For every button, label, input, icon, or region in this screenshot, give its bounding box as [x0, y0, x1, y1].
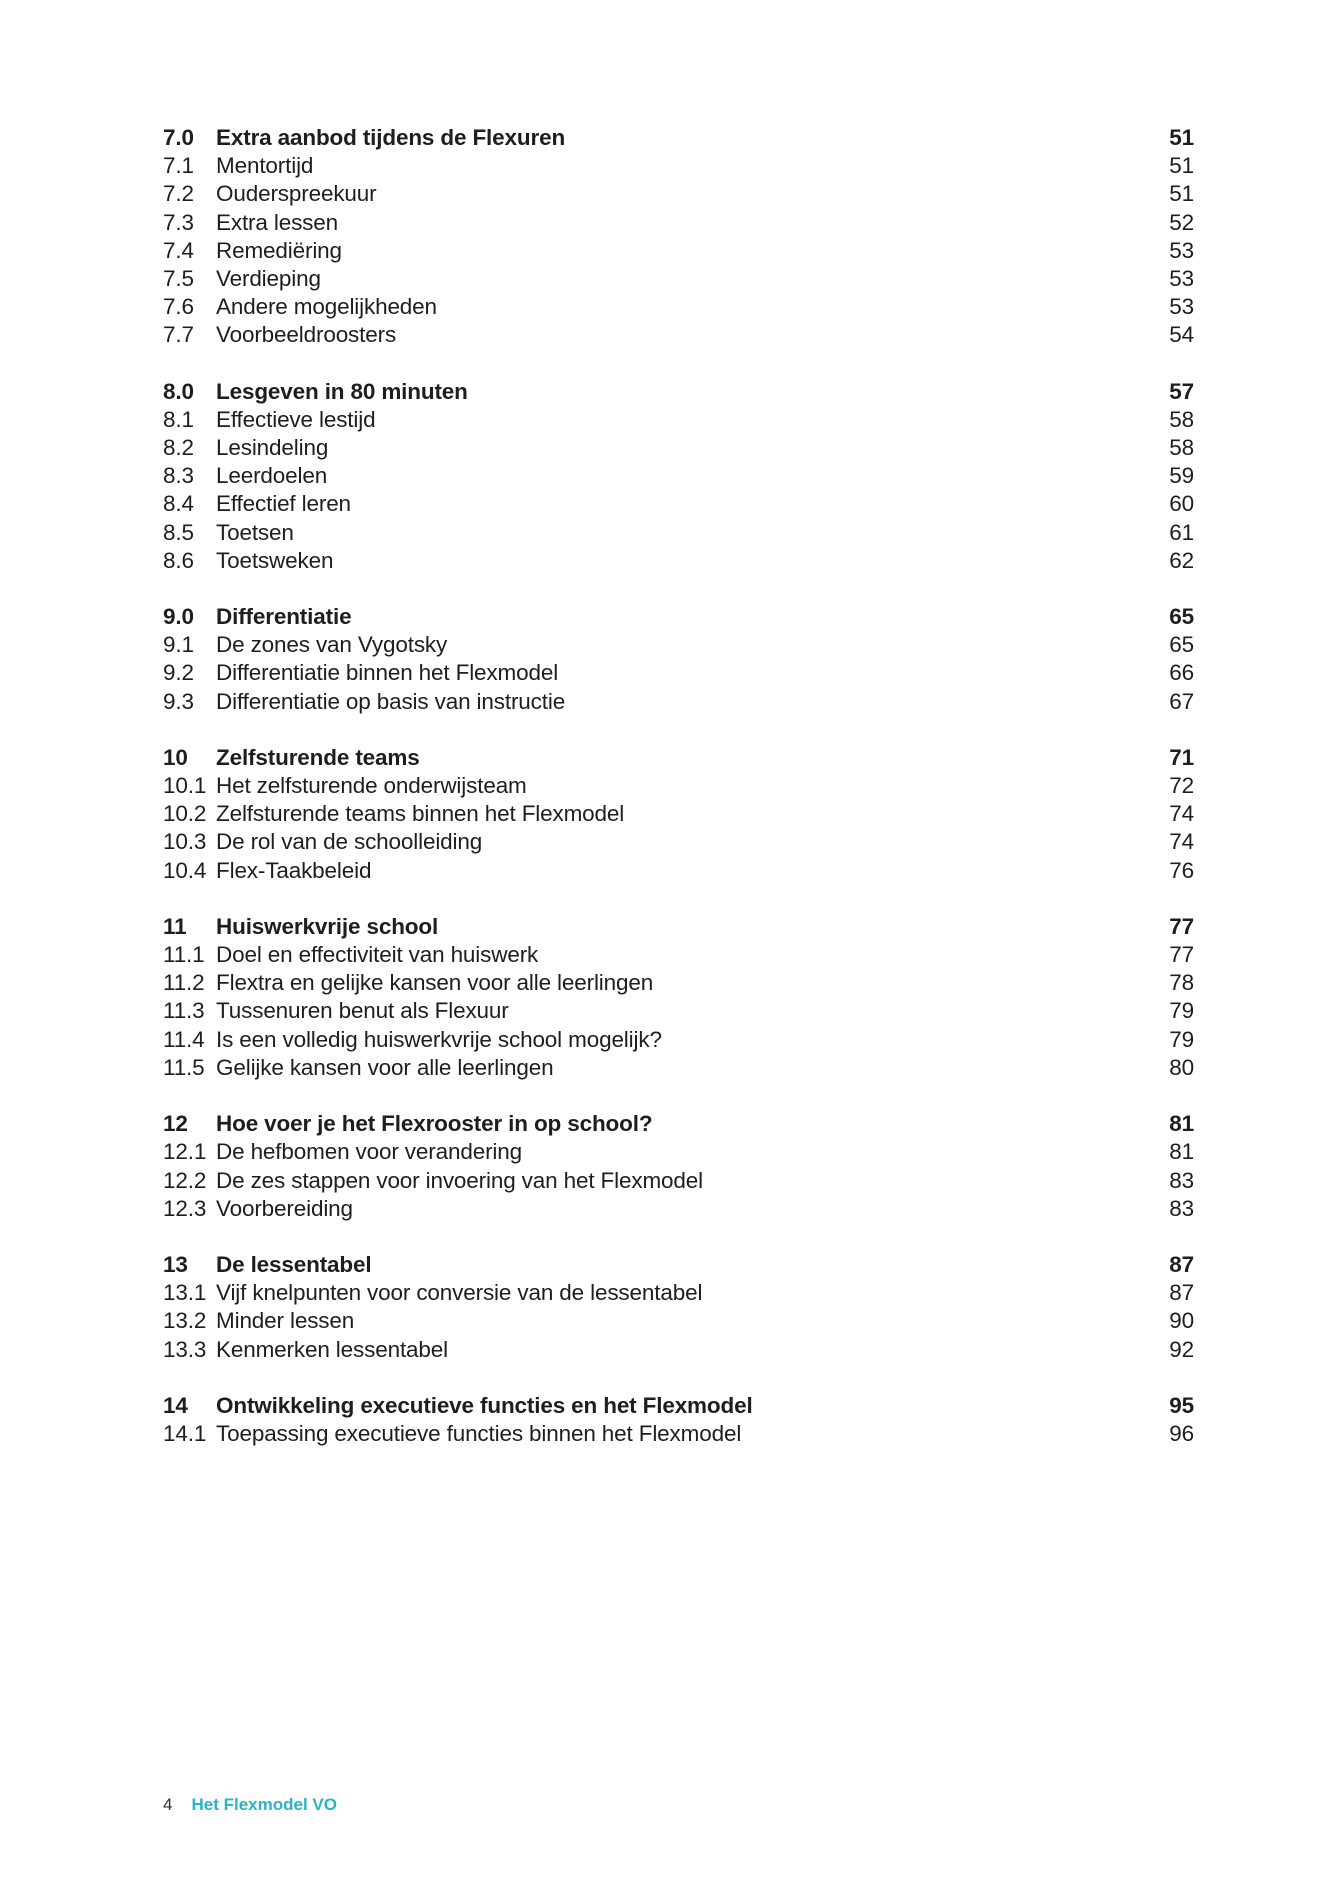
toc-entry-title: Zelfsturende teams — [216, 744, 420, 770]
toc-entry-page: 79 — [1169, 1026, 1194, 1052]
toc-entry-title: Leerdoelen — [216, 463, 328, 489]
toc-entry-number: 8.1 — [163, 406, 194, 432]
toc-entry-page: 54 — [1169, 322, 1194, 348]
toc-row — [163, 209, 1194, 237]
toc-entry-page: 87 — [1169, 1280, 1194, 1306]
toc-entry-page: 78 — [1169, 970, 1194, 996]
toc-entry-title: Huiswerkvrije school — [216, 913, 439, 939]
toc-entry-number: 11.5 — [163, 1054, 205, 1080]
toc-entry-number: 10.4 — [163, 857, 207, 883]
toc-entry-title: Flex-Taakbeleid — [216, 857, 372, 883]
toc-row — [163, 180, 1194, 208]
toc-entry-title: De zes stappen voor invoering van het Flexmodel — [216, 1167, 703, 1193]
toc-entry-title: Mentortijd — [216, 153, 314, 179]
toc-row — [163, 321, 1194, 349]
toc-entry-page: 53 — [1169, 237, 1194, 263]
toc-row — [163, 969, 1194, 997]
toc-entry-title: De rol van de schoolleiding — [216, 829, 483, 855]
toc-section — [163, 1110, 1194, 1223]
toc-row — [163, 997, 1194, 1025]
toc-entry-number: 8.0 — [163, 378, 194, 404]
toc-entry-title: De lessentabel — [216, 1251, 372, 1277]
toc-entry-number: 12.3 — [163, 1195, 207, 1221]
footer-page-number: 4 — [163, 1795, 173, 1814]
toc-entry-page: 60 — [1169, 491, 1194, 517]
toc-entry-title: Remediëring — [216, 237, 342, 263]
toc-entry-number: 14 — [163, 1392, 188, 1418]
toc-entry-page: 79 — [1169, 998, 1194, 1024]
toc-row — [163, 406, 1194, 434]
toc-row — [163, 519, 1194, 547]
toc-entry-number: 11.4 — [163, 1026, 205, 1052]
toc-entry-page: 51 — [1169, 125, 1194, 150]
toc-entry-number: 7.6 — [163, 294, 194, 320]
toc-entry-title: Hoe voer je het Flexrooster in op school? — [216, 1111, 653, 1137]
toc-section — [163, 124, 1194, 350]
toc-entry-page: 65 — [1169, 632, 1194, 658]
toc-entry-page: 58 — [1169, 435, 1194, 461]
toc-entry-page: 59 — [1169, 463, 1194, 489]
toc-entry-page: 74 — [1169, 829, 1194, 855]
toc-entry-title: Is een volledig huiswerkvrije school mogelijk? — [216, 1026, 662, 1052]
toc-row — [163, 659, 1194, 687]
toc-row — [163, 1026, 1194, 1054]
toc-row — [163, 857, 1194, 885]
toc-entry-number: 11 — [163, 913, 187, 939]
toc-entry-number: 12.2 — [163, 1167, 207, 1193]
toc-entry-title: Het zelfsturende onderwijsteam — [216, 773, 527, 799]
toc-entry-page: 67 — [1169, 688, 1194, 714]
toc-section — [163, 1392, 1194, 1448]
toc-entry-title: Ontwikkeling executieve functies en het Flexmodel — [216, 1392, 753, 1418]
toc-entry-page: 87 — [1169, 1251, 1194, 1277]
toc-entry-page: 76 — [1169, 857, 1194, 883]
toc-entry-number: 7.0 — [163, 125, 194, 150]
toc-row — [163, 1392, 1194, 1420]
toc-row — [163, 434, 1194, 462]
toc-entry-page: 51 — [1169, 181, 1194, 207]
toc-entry-number: 9.3 — [163, 688, 194, 714]
toc-entry-title: De zones van Vygotsky — [216, 632, 448, 658]
toc-section — [163, 913, 1194, 1082]
toc-entry-title: Ouderspreekuur — [216, 181, 377, 207]
toc-entry-number: 12 — [163, 1111, 188, 1137]
toc-entry-title: Extra lessen — [216, 209, 339, 235]
toc-entry-page: 83 — [1169, 1167, 1194, 1193]
toc-entry-number: 10.1 — [163, 773, 207, 799]
toc-entry-number: 7.2 — [163, 181, 194, 207]
toc-entry-title: De hefbomen voor verandering — [216, 1139, 522, 1165]
toc-entry-page: 66 — [1169, 660, 1194, 686]
toc-entry-title: Andere mogelijkheden — [216, 294, 437, 320]
toc-entry-title: Verdieping — [216, 266, 321, 292]
toc-section — [163, 1251, 1194, 1364]
toc-row — [163, 1195, 1194, 1223]
toc-entry-number: 7.1 — [163, 153, 194, 179]
toc-entry-title: Toepassing executieve functies binnen het Flexmodel — [216, 1420, 742, 1446]
toc-entry-page: 58 — [1169, 406, 1194, 432]
toc-row — [163, 1251, 1194, 1279]
toc-row — [163, 744, 1194, 772]
toc-entry-title: Effectieve lestijd — [216, 406, 376, 432]
toc-entry-page: 62 — [1169, 547, 1194, 573]
toc-entry-title: Doel en effectiviteit van huiswerk — [216, 942, 539, 968]
toc-row — [163, 941, 1194, 969]
toc-entry-page: 72 — [1169, 773, 1194, 799]
toc-entry-page: 96 — [1169, 1420, 1194, 1446]
toc-entry-title: Flextra en gelijke kansen voor alle leerlingen — [216, 970, 654, 996]
toc-entry-title: Zelfsturende teams binnen het Flexmodel — [216, 801, 625, 827]
toc-entry-page: 80 — [1169, 1054, 1194, 1080]
toc-entry-number: 9.1 — [163, 632, 194, 658]
toc-entry-title: Kenmerken lessentabel — [216, 1336, 448, 1362]
toc-entry-title: Toetsen — [216, 519, 294, 545]
toc-entry-number: 10 — [163, 744, 188, 770]
toc-entry-title: Tussenuren benut als Flexuur — [216, 998, 509, 1024]
toc-entry-number: 14.1 — [163, 1420, 207, 1446]
toc-entry-number: 13 — [163, 1251, 188, 1277]
toc-entry-number: 10.2 — [163, 801, 207, 827]
toc-row — [163, 490, 1194, 518]
toc-entry-page: 83 — [1169, 1195, 1194, 1221]
toc-row — [163, 800, 1194, 828]
toc-entry-title: Lesindeling — [216, 435, 329, 461]
toc-row — [163, 152, 1194, 180]
toc-row — [163, 913, 1194, 941]
toc-entry-page: 71 — [1169, 744, 1194, 770]
toc-entry-page: 81 — [1169, 1111, 1194, 1137]
toc-row — [163, 603, 1194, 631]
toc-row — [163, 772, 1194, 800]
toc-row — [163, 1110, 1194, 1138]
toc-entry-page: 81 — [1169, 1139, 1194, 1165]
toc-row — [163, 1167, 1194, 1195]
page-footer — [163, 1794, 337, 1816]
toc-row — [163, 265, 1194, 293]
toc-row — [163, 828, 1194, 856]
toc-entry-number: 13.2 — [163, 1308, 207, 1334]
toc-entry-number: 11.1 — [163, 942, 205, 968]
toc-entry-number: 10.3 — [163, 829, 207, 855]
footer-book-title: Het Flexmodel VO — [191, 1795, 337, 1814]
toc-entry-page: 52 — [1169, 209, 1194, 235]
toc-entry-title: Minder lessen — [216, 1308, 355, 1334]
toc-entry-title: Lesgeven in 80 minuten — [216, 378, 468, 404]
toc-entry-page: 95 — [1169, 1392, 1194, 1418]
toc-entry-page: 92 — [1169, 1336, 1194, 1362]
toc-entry-number: 9.2 — [163, 660, 194, 686]
toc-row — [163, 688, 1194, 716]
toc-entry-number: 7.4 — [163, 237, 194, 263]
toc-entry-title: Differentiatie op basis van instructie — [216, 688, 566, 714]
toc-row — [163, 462, 1194, 490]
toc-row — [163, 1307, 1194, 1335]
toc-entry-title: Gelijke kansen voor alle leerlingen — [216, 1054, 554, 1080]
toc-entry-number: 11.3 — [163, 998, 205, 1024]
toc-section — [163, 603, 1194, 716]
toc-entry-number: 13.3 — [163, 1336, 207, 1362]
toc-row — [163, 1054, 1194, 1082]
toc-row — [163, 631, 1194, 659]
toc-entry-title: Extra aanbod tijdens de Flexuren — [216, 125, 566, 150]
toc-section — [163, 378, 1194, 575]
toc-entry-number: 8.6 — [163, 547, 194, 573]
toc-entry-title: Differentiatie binnen het Flexmodel — [216, 660, 559, 686]
toc-entry-title: Toetsweken — [216, 547, 334, 573]
toc-row — [163, 293, 1194, 321]
toc-row — [163, 1420, 1194, 1448]
toc-row — [163, 124, 1194, 152]
toc-entry-page: 57 — [1169, 378, 1194, 404]
toc-row — [163, 1336, 1194, 1364]
toc-section — [163, 744, 1194, 885]
toc-entry-page: 53 — [1169, 266, 1194, 292]
toc-entry-number: 7.7 — [163, 322, 194, 348]
toc-entry-number: 12.1 — [163, 1139, 207, 1165]
toc-entry-title: Vijf knelpunten voor conversie van de lessentabel — [216, 1280, 703, 1306]
toc-entry-page: 53 — [1169, 294, 1194, 320]
toc-entry-page: 51 — [1169, 153, 1194, 179]
toc-entry-number: 8.3 — [163, 463, 194, 489]
toc-row — [163, 1138, 1194, 1166]
toc-entry-number: 7.3 — [163, 209, 194, 235]
toc-entry-number: 8.2 — [163, 435, 194, 461]
toc-entry-page: 65 — [1169, 604, 1194, 630]
toc-entry-number: 9.0 — [163, 604, 194, 630]
toc-entry-title: Voorbeeldroosters — [216, 322, 397, 348]
toc-entry-page: 77 — [1169, 942, 1194, 968]
toc-entry-page: 61 — [1169, 519, 1194, 545]
toc-entry-title: Effectief leren — [216, 491, 351, 517]
toc-entry-number: 7.5 — [163, 266, 194, 292]
toc-entry-number: 13.1 — [163, 1280, 207, 1306]
toc-entry-page: 74 — [1169, 801, 1194, 827]
toc-row — [163, 237, 1194, 265]
toc-entry-number: 11.2 — [163, 970, 205, 996]
toc-entry-title: Voorbereiding — [216, 1195, 353, 1221]
toc-list — [163, 124, 1194, 1448]
toc-entry-page: 90 — [1169, 1308, 1194, 1334]
toc-row — [163, 1279, 1194, 1307]
toc-entry-title: Differentiatie — [216, 604, 352, 630]
toc-entry-number: 8.5 — [163, 519, 194, 545]
toc-entry-number: 8.4 — [163, 491, 194, 517]
toc-row — [163, 378, 1194, 406]
toc-entry-page: 77 — [1169, 913, 1194, 939]
toc-row — [163, 547, 1194, 575]
